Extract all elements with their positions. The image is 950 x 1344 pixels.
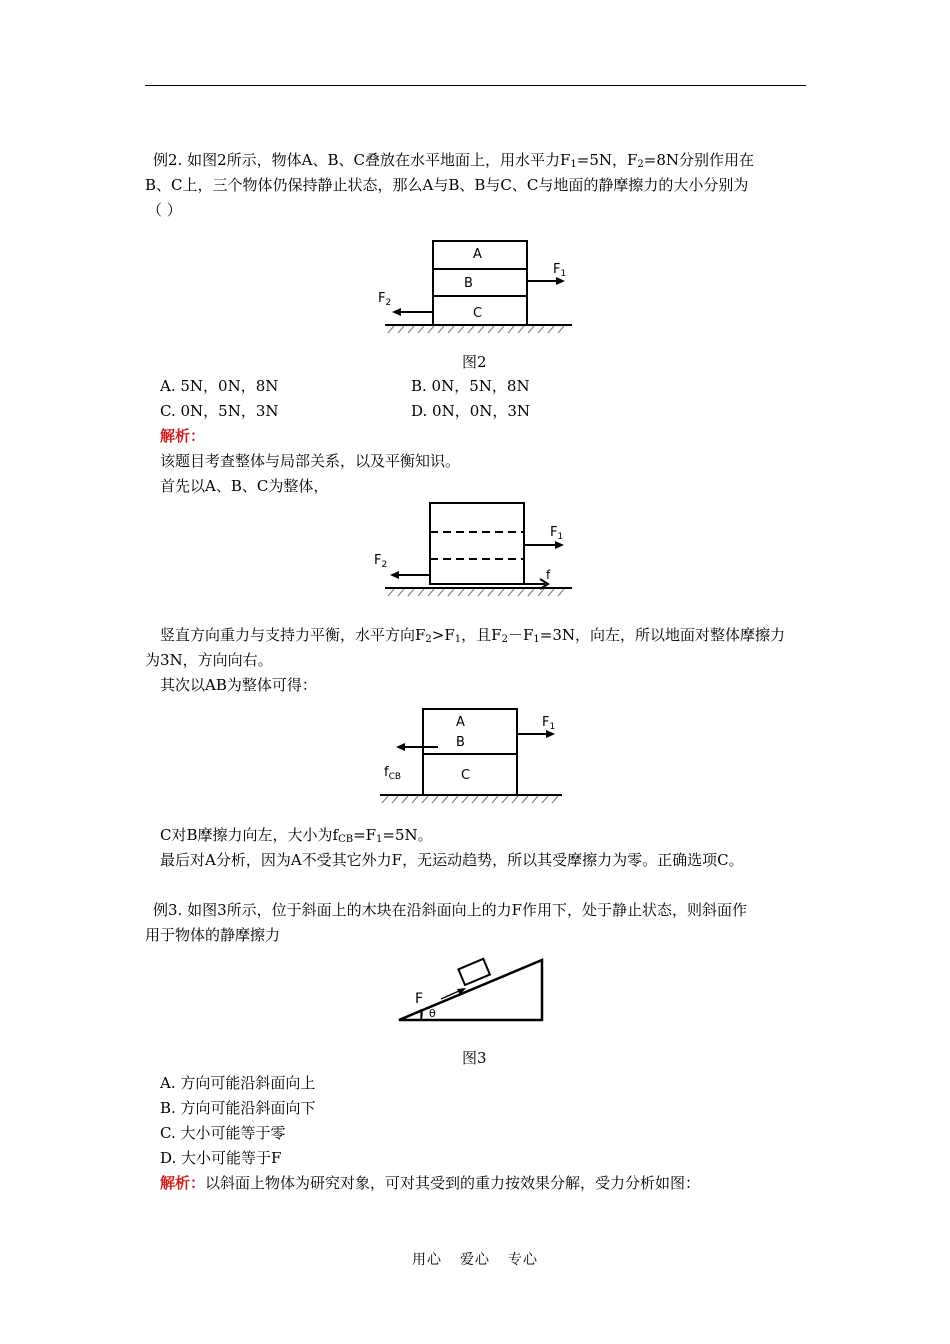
ex3-option-d: D. 大小可能等于F bbox=[160, 1149, 282, 1167]
ex3-option-b: B. 方向可能沿斜面向下 bbox=[160, 1099, 316, 1117]
footer-word-1: 用心 bbox=[412, 1252, 442, 1268]
ex2-option-b: B. 0N，5N，8N bbox=[411, 377, 530, 395]
whole-label-f2: $F_2$ bbox=[374, 553, 388, 570]
fig3-label-f: F bbox=[415, 991, 424, 1007]
whole-label-f: f bbox=[546, 568, 551, 582]
ab-label-f1: $F_1$ bbox=[542, 715, 556, 732]
ex2-para-4: 为3N，方向向右。 bbox=[145, 651, 273, 669]
ex2-option-a: A. 5N，0N，8N bbox=[160, 377, 279, 395]
ex3-analysis-label: 解析： bbox=[160, 1174, 206, 1192]
ex3-analysis-text: 以斜面上物体为研究对象，可对其受到的重力按效果分解，受力分析如图： bbox=[205, 1174, 701, 1192]
fig2-label-f2: $F_2$ bbox=[378, 291, 392, 308]
fig2-caption: 图2 bbox=[462, 353, 487, 371]
figure-ab-system bbox=[360, 704, 590, 814]
whole-label-f1: $F_1$ bbox=[550, 525, 564, 542]
figure-3-incline bbox=[395, 955, 550, 1025]
ab-label-a: A bbox=[456, 715, 465, 730]
ex3-line2: 用于物体的静摩擦力 bbox=[145, 926, 281, 944]
ex2-para-2: 首先以A、B、C为整体， bbox=[160, 477, 329, 495]
ex2-para-5: 其次以AB为整体可得： bbox=[160, 676, 317, 694]
page-footer bbox=[0, 1249, 950, 1269]
ex3-analysis bbox=[160, 1173, 700, 1193]
ex2-para-3: 竖直方向重力与支持力平衡，水平方向$F_2>F_1$，且$F_2-F_1=3N$，向左，所以地面对整体摩擦力 bbox=[160, 626, 785, 645]
fig2-label-f1: $F_1$ bbox=[553, 262, 567, 279]
ex2-analysis-label: 解析： bbox=[160, 427, 206, 445]
figure-2 bbox=[360, 235, 590, 345]
fig2-label-b: B bbox=[464, 276, 473, 291]
fig2-label-a: A bbox=[473, 247, 482, 262]
ex3-line1: 例3. 如图3所示，位于斜面上的木块在沿斜面向上的力F作用下，处于静止状态，则斜面作 bbox=[153, 901, 748, 919]
footer-word-3: 专心 bbox=[508, 1252, 538, 1268]
ex2-line1: 例2. 如图2所示，物体A、B、C叠放在水平地面上，用水平力$F_1=5N$，$F_2=8N$分别作用在 bbox=[153, 151, 755, 170]
ab-label-b: B bbox=[456, 735, 465, 750]
fig3-caption: 图3 bbox=[462, 1049, 487, 1067]
ex2-para-7: 最后对A分析，因为A不受其它外力F，无运动趋势，所以其受摩擦力为零。正确选项C。 bbox=[160, 851, 744, 869]
fig3-label-theta: θ bbox=[429, 1007, 436, 1020]
ex3-option-c: C. 大小可能等于零 bbox=[160, 1124, 286, 1142]
ab-label-fcb: $f_{CB}$ bbox=[384, 765, 402, 782]
ex2-option-c: C. 0N，5N，3N bbox=[160, 402, 279, 420]
ex2-para-1: 该题目考查整体与局部关系，以及平衡知识。 bbox=[160, 452, 461, 470]
fig2-label-c: C bbox=[473, 306, 483, 321]
figure-whole-system bbox=[360, 497, 590, 612]
ex2-para-6: C对B摩擦力向左，大小为$f_{CB}=F_1=5N$。 bbox=[160, 826, 433, 845]
footer-word-2: 爱心 bbox=[460, 1252, 490, 1268]
ex2-option-d: D. 0N，0N，3N bbox=[411, 402, 531, 420]
ex3-option-a: A. 方向可能沿斜面向上 bbox=[160, 1074, 316, 1092]
ab-label-c: C bbox=[461, 768, 471, 783]
ex2-answer-blank: （ ） bbox=[147, 201, 182, 219]
ex2-line2: B、C上，三个物体仍保持静止状态，那么A与B、B与C、C与地面的静摩擦力的大小分别为 bbox=[145, 176, 749, 194]
header-rule bbox=[145, 85, 806, 86]
